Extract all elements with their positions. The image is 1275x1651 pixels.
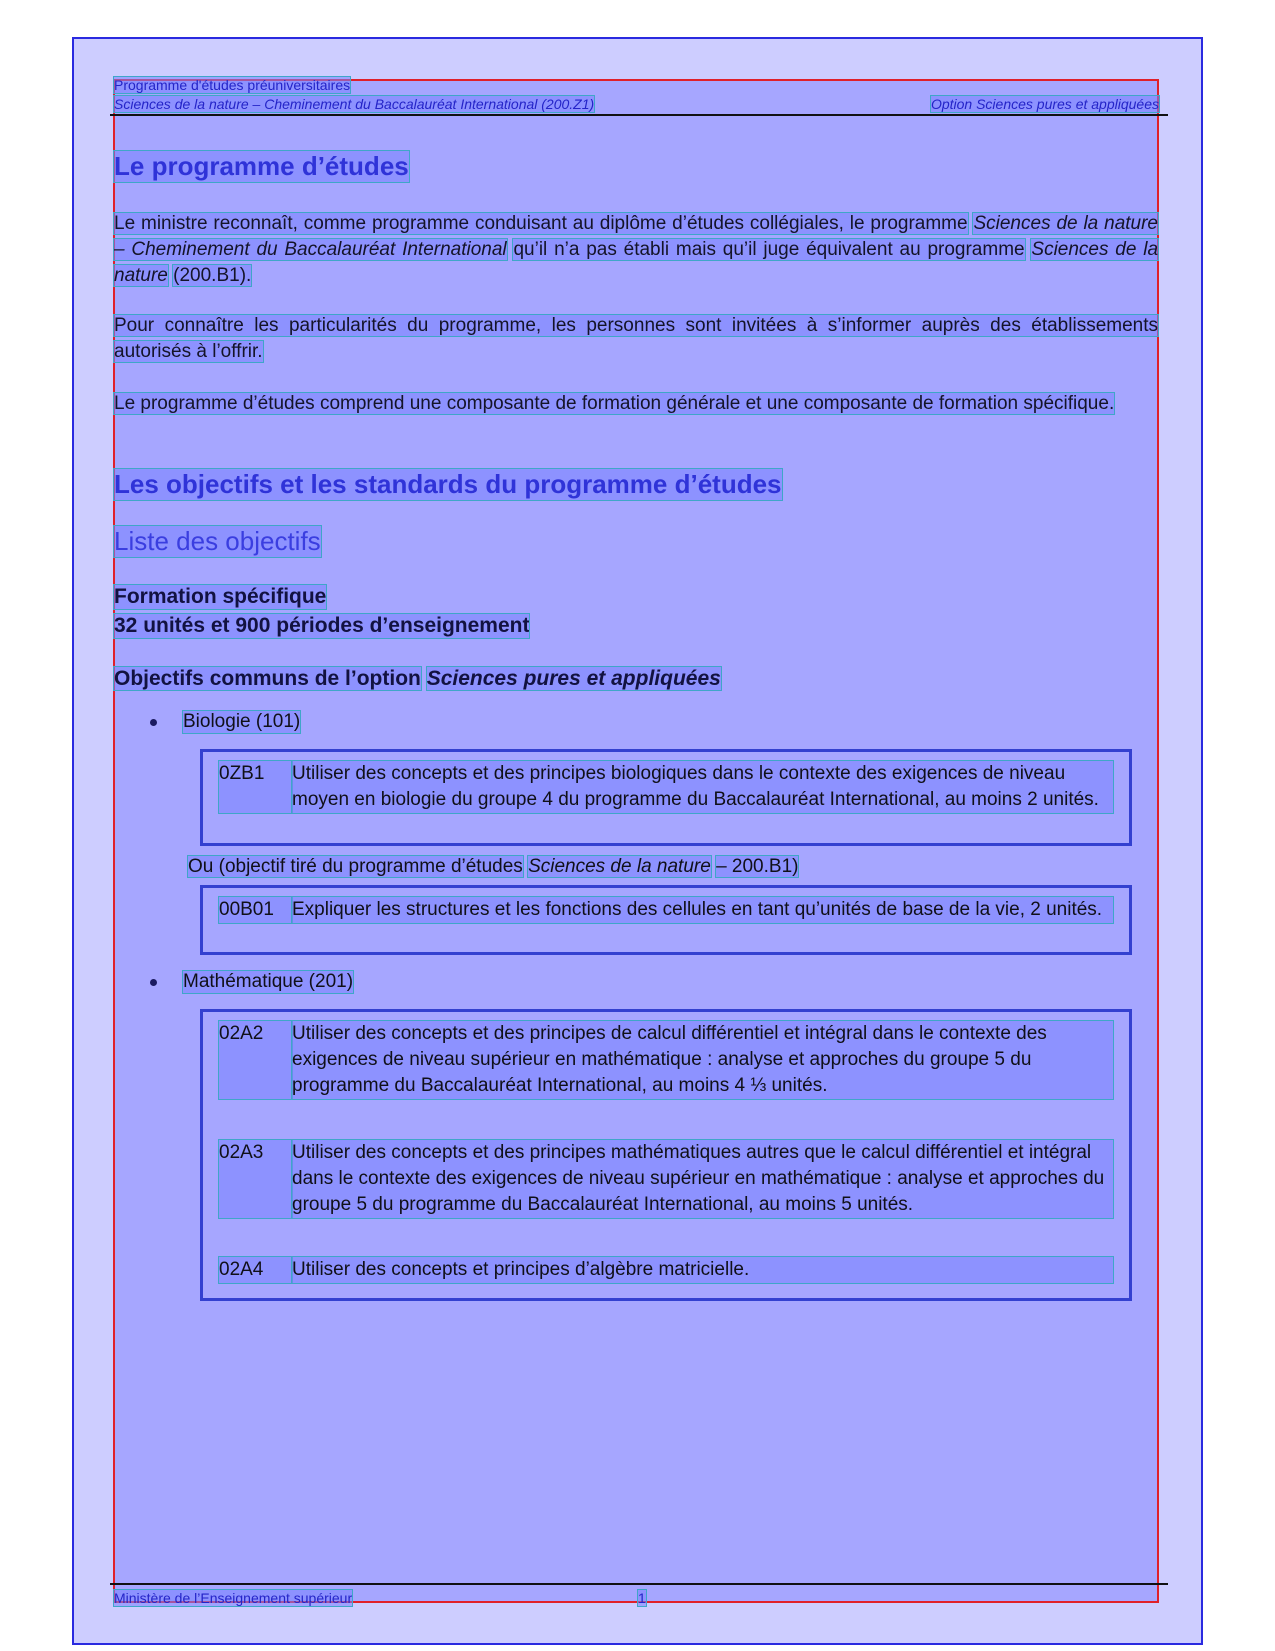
objective-code: 02A2: [219, 1021, 292, 1099]
alt-note-prefix: Ou (objectif tiré du programme d’études: [188, 856, 523, 877]
formation-title: Formation spécifique: [114, 585, 327, 608]
objective-code: 00B01: [219, 897, 292, 923]
components-text: Le programme d’études comprend une composante de formation générale et une composante de formation spécifique.: [114, 393, 1115, 414]
intro-equivalent-program: Sciences de la nature: [114, 239, 1159, 286]
footer-ministry: Ministère de l’Enseignement supérieur: [114, 1590, 353, 1606]
objective-text: Utiliser des concepts et principes d’algèbre matricielle.: [292, 1257, 1113, 1283]
objective-text: Utiliser des concepts et des principes biologiques dans le contexte des exigences de niveau moyen en biologie du groupe 4 du programme du Baccalauréat International, au moins 2 unités.: [292, 761, 1113, 813]
formation-units: 32 unités et 900 périodes d’enseignement: [114, 614, 530, 637]
footer-rule: [110, 1583, 1168, 1585]
common-objectives-prefix: Objectifs communs de l’option: [114, 667, 421, 690]
objective-row: [219, 1021, 1113, 1099]
bullet-dot-icon: [150, 979, 157, 986]
objective-box-biology-alt: [200, 885, 1132, 955]
intro-text-c: (200.B1).: [173, 265, 252, 286]
common-objectives-option: Sciences pures et appliquées: [426, 667, 721, 690]
section-title-objectives: Les objectifs et les standards du programme d’études: [114, 469, 782, 499]
header-option: Option Sciences pures et appliquées: [930, 96, 1159, 112]
bullet-dot-icon: [150, 719, 157, 726]
subtitle-objectives-list: Liste des objectifs: [114, 526, 321, 556]
objective-row: [219, 761, 1113, 813]
objective-row: [219, 1257, 1113, 1283]
header-rule: [110, 114, 1168, 116]
objective-text: Utiliser des concepts et des principes mathématiques autres que le calcul différentiel et intégral dans le contexte des exigences de niveau supérieur en mathématique : analyse et approches du groupe 5 du programme du Baccalauréat International, au moins 5 unités.: [292, 1140, 1113, 1218]
components-paragraph: [114, 391, 1158, 417]
objective-code: 02A4: [219, 1257, 292, 1283]
intro-text-b: qu’il n’a pas établi mais qu’il juge équivalent au programme: [513, 239, 1025, 260]
header-program-title: Sciences de la nature – Cheminement du Baccalauréat International (200.Z1): [114, 96, 595, 112]
objective-code: 02A3: [219, 1140, 292, 1218]
intro-program-name: Sciences de la nature – Cheminement du Baccalauréat International: [114, 213, 1158, 260]
objective-row: [219, 1140, 1113, 1218]
bullet-math-label: Mathématique (201): [183, 971, 354, 992]
alt-note-suffix: – 200.B1): [716, 856, 799, 877]
objective-text: Expliquer les structures et les fonctions des cellules en tant qu’unités de base de la vie, 2 unités.: [292, 897, 1113, 923]
objective-row: [219, 897, 1113, 923]
intro-paragraph: [114, 211, 1158, 289]
alternative-objective-note: [188, 856, 798, 878]
objective-box-biology: [200, 749, 1132, 846]
particularities-text: Pour connaître les particularités du programme, les personnes sont invitées à s’informer auprès des établissements autorisés à l’offrir.: [114, 315, 1158, 362]
objective-code: 0ZB1: [219, 761, 292, 813]
section-title-programme: Le programme d’études: [114, 151, 409, 181]
bullet-biology-label: Biologie (101): [183, 711, 301, 732]
header-program-line: Programme d'études préuniversitaires: [114, 77, 351, 93]
bullet-math: [150, 971, 353, 993]
intro-text-a: Le ministre reconnaît, comme programme conduisant au diplôme d’études collégiales, le programme: [114, 213, 968, 234]
common-objectives-heading: [114, 667, 721, 691]
alt-note-program: Sciences de la nature: [528, 856, 711, 877]
particularities-paragraph: [114, 313, 1158, 365]
objective-box-math: [200, 1009, 1132, 1301]
page-number: 1: [638, 1590, 646, 1606]
objective-text: Utiliser des concepts et des principes de calcul différentiel et intégral dans le contexte des exigences de niveau supérieur en mathématique : analyse et approches du groupe 5 du programme du Baccalauréat International, au moins 4 ⅓ unités.: [292, 1021, 1113, 1099]
bullet-biology: [150, 711, 300, 733]
